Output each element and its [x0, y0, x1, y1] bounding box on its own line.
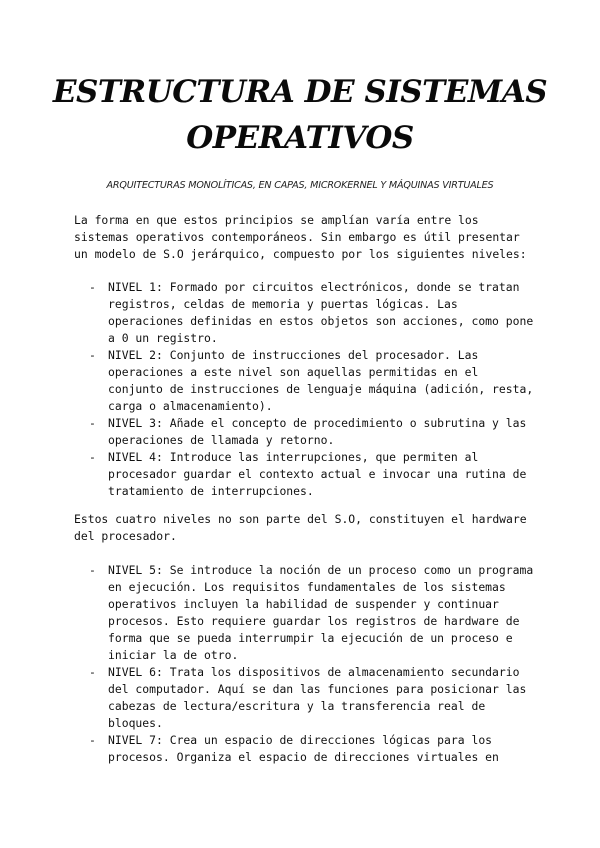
bullet-dash: - — [89, 665, 96, 679]
bullet-dash: - — [89, 348, 96, 362]
list-item-level-1 — [89, 279, 534, 347]
hardware-levels-list — [89, 279, 534, 500]
list-item-level-5 — [89, 562, 534, 664]
list-item-text: NIVEL 6: Trata los dispositivos de almacenamiento secundario del computador. Aquí se dan las funciones para posicionar las cabezas de lectura/escritura y la transferencia real de bloques. — [108, 665, 527, 730]
list-item-level-2 — [89, 347, 534, 415]
list-item-text: NIVEL 1: Formado por circuitos electrónicos, donde se tratan registros, celdas de memoria y puertas lógicas. Las operaciones definidas en estos objetos son acciones, como pone a 0 un registro. — [108, 280, 534, 345]
bullet-dash: - — [89, 416, 96, 430]
list-item-text: NIVEL 4: Introduce las interrupciones, que permiten al procesador guardar el contexto actual e invocar una rutina de tratamiento de interrupciones. — [108, 450, 527, 498]
bullet-dash: - — [89, 450, 96, 464]
os-levels-list — [89, 562, 534, 766]
intro-paragraph: La forma en que estos principios se amplían varía entre los sistemas operativos contemporáneos. Sin embargo es útil presentar un modelo de S.O jerárquico, compuesto por los siguientes niveles: — [74, 213, 527, 261]
list-item-text: NIVEL 2: Conjunto de instrucciones del procesador. Las operaciones a este nivel son aquellas permitidas en el conjunto de instrucciones de lenguaje máquina (adición, resta, carga o almacenamiento). — [108, 348, 534, 413]
list-item-text: NIVEL 3: Añade el concepto de procedimiento o subrutina y las operaciones de llamada y retorno. — [108, 416, 527, 447]
document-title-line-1: ESTRUCTURA DE SISTEMAS — [52, 74, 548, 110]
document-title-line-2: OPERATIVOS — [186, 120, 414, 156]
bullet-dash: - — [89, 563, 96, 577]
list-item-text: NIVEL 7: Crea un espacio de direcciones lógicas para los procesos. Organiza el espacio de direcciones virtuales en — [108, 733, 499, 764]
list-item-level-7 — [89, 732, 534, 766]
list-item-text: NIVEL 5: Se introduce la noción de un proceso como un programa en ejecución. Los requisitos fundamentales de los sistemas operativos incluyen la habilidad de suspender y continuar procesos. Esto requiere guardar los registros de hardware de forma que se pueda interrumpir la ejecución de un proceso e iniciar la de otro. — [108, 563, 534, 662]
bullet-dash: - — [89, 733, 96, 747]
list-item-level-3 — [89, 415, 534, 449]
hardware-note-paragraph: Estos cuatro niveles no son parte del S.O, constituyen el hardware del procesador. — [74, 512, 527, 543]
list-item-level-4 — [89, 449, 534, 500]
bullet-dash: - — [89, 280, 96, 294]
list-item-level-6 — [89, 664, 534, 732]
document-subtitle: ARQUITECTURAS MONOLÍTICAS, EN CAPAS, MICROKERNEL Y MÁQUINAS VIRTUALES — [106, 180, 494, 191]
